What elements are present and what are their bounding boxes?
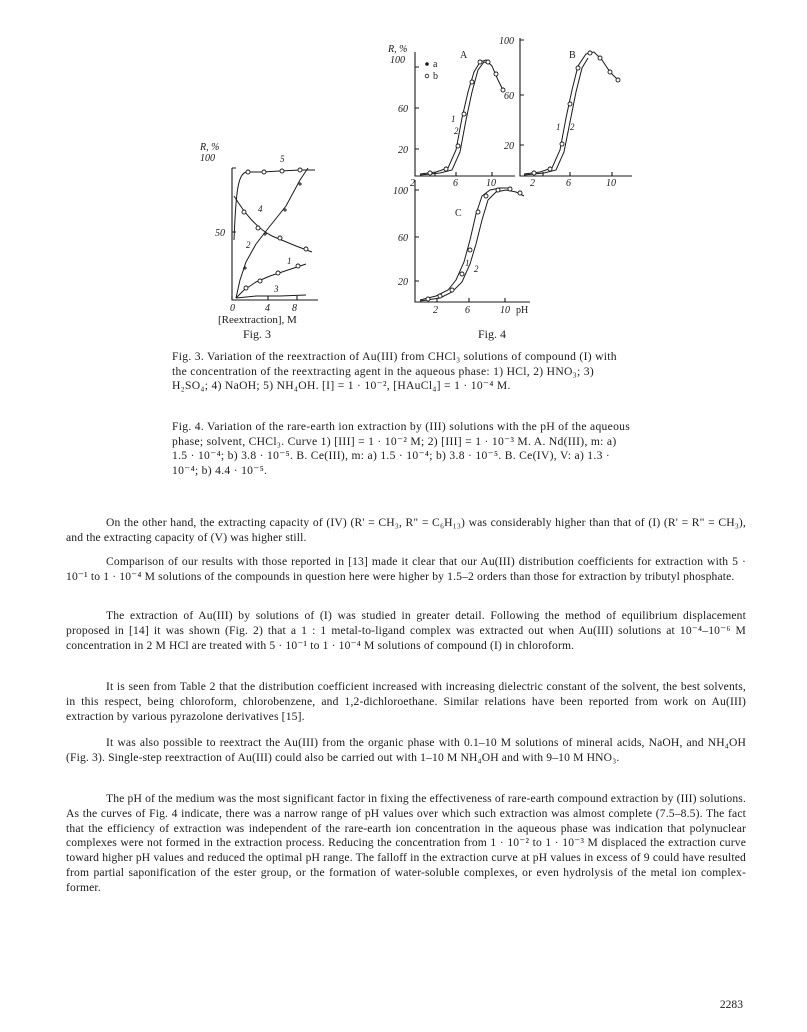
fig4-b-markers: [532, 51, 620, 175]
paragraph-5: It was also possible to reextract the Au(III) from the organic phase with 0.1–10 M solutions of mineral acids, NaOH, and NH₄OH (Fig. 3). Single-step reextraction of Au(III) could also be carried out with 1–10 M NH₄OH and with 9–10 M HNO₃.: [66, 736, 746, 764]
fig4-b-label-2: 2: [570, 122, 575, 132]
fig4-c-ytick-60: 60: [398, 233, 408, 244]
fig3-curve-2: [236, 168, 308, 298]
paragraph-1: On the other hand, the extracting capacity of (IV) (R' = CH₃, R" = C₆H₁₃) was considerably higher than that of (I) (R' = R" = CH₃), and the extracting capacity of (V) was higher still.: [66, 516, 746, 544]
fig4-a-ytick-60: 60: [398, 104, 408, 115]
fig4-b-label-1: 1: [556, 122, 561, 132]
fig4-b-xtick-10: 10: [606, 178, 616, 189]
fig3-xlabel: [Reextraction], M: [218, 314, 297, 326]
fig4-c-label-2: 2: [474, 264, 479, 274]
fig4-c-ytick-100: 100: [393, 186, 408, 197]
fig4-b-ytick-60: 60: [504, 91, 514, 102]
fig3-label-1: 1: [287, 256, 292, 266]
fig3-label-2: 2: [246, 240, 251, 250]
paragraph-2: Comparison of our results with those reported in [13] made it clear that our Au(III) distribution coefficients for extraction with 5 · 10⁻¹ to 1 · 10⁻⁴ M solutions of the compounds in question here were higher by 1.5–2 orders than those for extraction by tributyl phosphate.: [66, 555, 746, 583]
fig4-b-ytick-100: 100: [499, 36, 514, 47]
fig4-a-legend-b: b: [433, 71, 438, 82]
fig4-b-curve-2: [524, 58, 588, 175]
fig4-b-name: B: [569, 50, 576, 61]
fig3-curve-3: [236, 295, 306, 298]
fig4-panel-c-xticks: [433, 305, 528, 316]
fig4-a-xtick-10: 10: [486, 178, 496, 189]
fig4-panel-a-yticks: [387, 44, 408, 156]
fig3-xtick-4: 4: [265, 303, 270, 314]
fig4-a-xtick-2: 2: [410, 178, 415, 189]
paragraph-4: It is seen from Table 2 that the distribution coefficient increased with increasing dielectric constant of the solvent, the best solvents, in this respect, being chloroform, chlorobenzene, and 1,2-dichloroethane. Similar relations have been reported from work on Au(III) extraction by various pyrazolone derivatives [15].: [66, 680, 746, 723]
fig3-ytick-50: 50: [215, 228, 225, 239]
fig4-a-legend: [425, 59, 438, 82]
fig4-panel-b-axes: [520, 38, 632, 176]
fig4-c-ytick-20: 20: [398, 277, 408, 288]
fig4-b-curve-1: [524, 52, 618, 174]
fig3-plot: [232, 168, 318, 300]
page-number: 2283: [719, 998, 743, 1011]
fig3-curves: [234, 168, 315, 298]
paragraph-6: The pH of the medium was the most significant factor in fixing the effectiveness of rare-earth compound extraction by (III) solutions. As the curves of Fig. 4 indicate, there was a narrow range of pH values over which such extraction was almost complete (7.5–8.5). The fact that the efficiency of extraction was independent of the rare-earth ion concentration in the aqueous phase was indication that polynuclear complexes were not formed in the extraction process. Reducing the concentration from 1 · 10⁻² to 1 · 10⁻³ M displaced the extraction curve toward higher pH values and reduced the optimal pH range. The falloff in the extraction curve at pH values in excess of 9 could have resulted from partial saponification of the ester group, or the formation of water-soluble complexes, or even hydrolysis of the metal ion complex-former.: [66, 792, 746, 894]
fig3-label-5: 5: [280, 154, 285, 164]
fig4-c-markers: [426, 187, 522, 301]
fig3-xtick-8: 8: [292, 303, 297, 314]
fig4-c-xunit: pH: [516, 305, 529, 316]
fig4-c-xtick-2: 2: [433, 305, 438, 316]
fig4-label: Fig. 4: [478, 327, 507, 341]
fig4-a-label-1: 1: [451, 114, 456, 124]
fig4-a-ytick-20: 20: [398, 145, 408, 156]
fig3-ylabel-unit: 100: [200, 153, 215, 164]
fig4-a-name: A: [460, 50, 468, 61]
fig3-label: Fig. 3: [243, 327, 272, 341]
fig3-ylabel: R, %: [200, 142, 220, 153]
fig3-curve-labels: [246, 154, 292, 294]
fig4-b-curves: [524, 52, 618, 175]
fig4-c-curve-2: [420, 190, 524, 301]
fig3-curve-5: [234, 170, 315, 240]
fig4-panel-b-xticks: [530, 178, 616, 189]
fig3-label-4: 4: [258, 204, 263, 214]
fig4-b-xtick-6: 6: [566, 178, 571, 189]
fig4-a-ylabel: R, %: [388, 44, 408, 55]
fig4-panel-a-xticks: [410, 178, 496, 189]
fig4-a-legend-a: a: [433, 59, 438, 70]
paragraph-3: The extraction of Au(III) by solutions of (I) was studied in greater detail. Following the method of equilibrium displacement proposed in [14] it was shown (Fig. 2) that a 1 : 1 metal-to-ligand complex was extracted out when Au(III) solutions at 10⁻⁴–10⁻⁶ M concentration in 2 M HCl are treated with 5 · 10⁻¹ to 1 · 10⁻⁴ M solutions of compound (I) in chloroform.: [66, 609, 746, 652]
fig4-c-name: C: [455, 208, 462, 219]
fig4-panel-c-yticks: [393, 186, 408, 288]
fig4-panel-c-axes: [415, 180, 530, 302]
fig3-curve-1: [236, 264, 306, 298]
fig3-label-3: 3: [274, 284, 279, 294]
fig4-caption: Fig. 4. Variation of the rare-earth ion extraction by (III) solutions with the pH of the aqueous phase; solvent, CHCl₃. Curve 1) [III] = 1 · 10⁻² M; 2) [III] = 1 · 10⁻³ M. A. Nd(III), m: a) 1.5 · 10⁻⁴; b) 3.8 · 10⁻⁵. B. Ce(III), m: a) 1.5 · 10⁻⁴; b) 3.8 · 10⁻⁵. B. Ce(IV), V: a) 1.3 · 10⁻⁴; b) 4.4 · 10⁻⁵.: [172, 420, 631, 477]
fig4-a-ytick-100: 100: [390, 55, 405, 66]
fig4-c-label-1: 1: [465, 258, 470, 268]
fig4-b-ytick-20: 20: [504, 141, 514, 152]
fig3-xtick-0: 0: [230, 303, 235, 314]
fig4-b-curve-labels: [556, 122, 575, 132]
fig3-ytick-labels: [199, 142, 225, 239]
fig4-panel-b-yticks: [499, 36, 514, 152]
fig3-caption: Fig. 3. Variation of the reextraction of Au(III) from CHCl₃ solutions of compound (I) with the concentration of the reextracting agent in the aqueous phase: 1) HCl, 2) HNO₃; 3) H₂SO₄; 4) NaOH; 5) NH₄OH. [I] = 1 · 10⁻², [HAuCl₄] = 1 · 10⁻⁴ M.: [172, 350, 617, 393]
fig4-a-curve-labels: [451, 114, 459, 136]
fig4-a-xtick-6: 6: [453, 178, 458, 189]
fig4-c-xtick-10: 10: [500, 305, 510, 316]
fig3-xtick-labels: [230, 303, 297, 314]
fig4-c-xtick-6: 6: [465, 305, 470, 316]
fig4-b-xtick-2: 2: [530, 178, 535, 189]
fig3-markers: [242, 168, 308, 290]
fig4-a-label-2: 2: [454, 126, 459, 136]
fig4-c-curves: [420, 188, 524, 301]
fig4-c-curve-1: [420, 188, 510, 300]
figures-svg: [0, 0, 807, 340]
